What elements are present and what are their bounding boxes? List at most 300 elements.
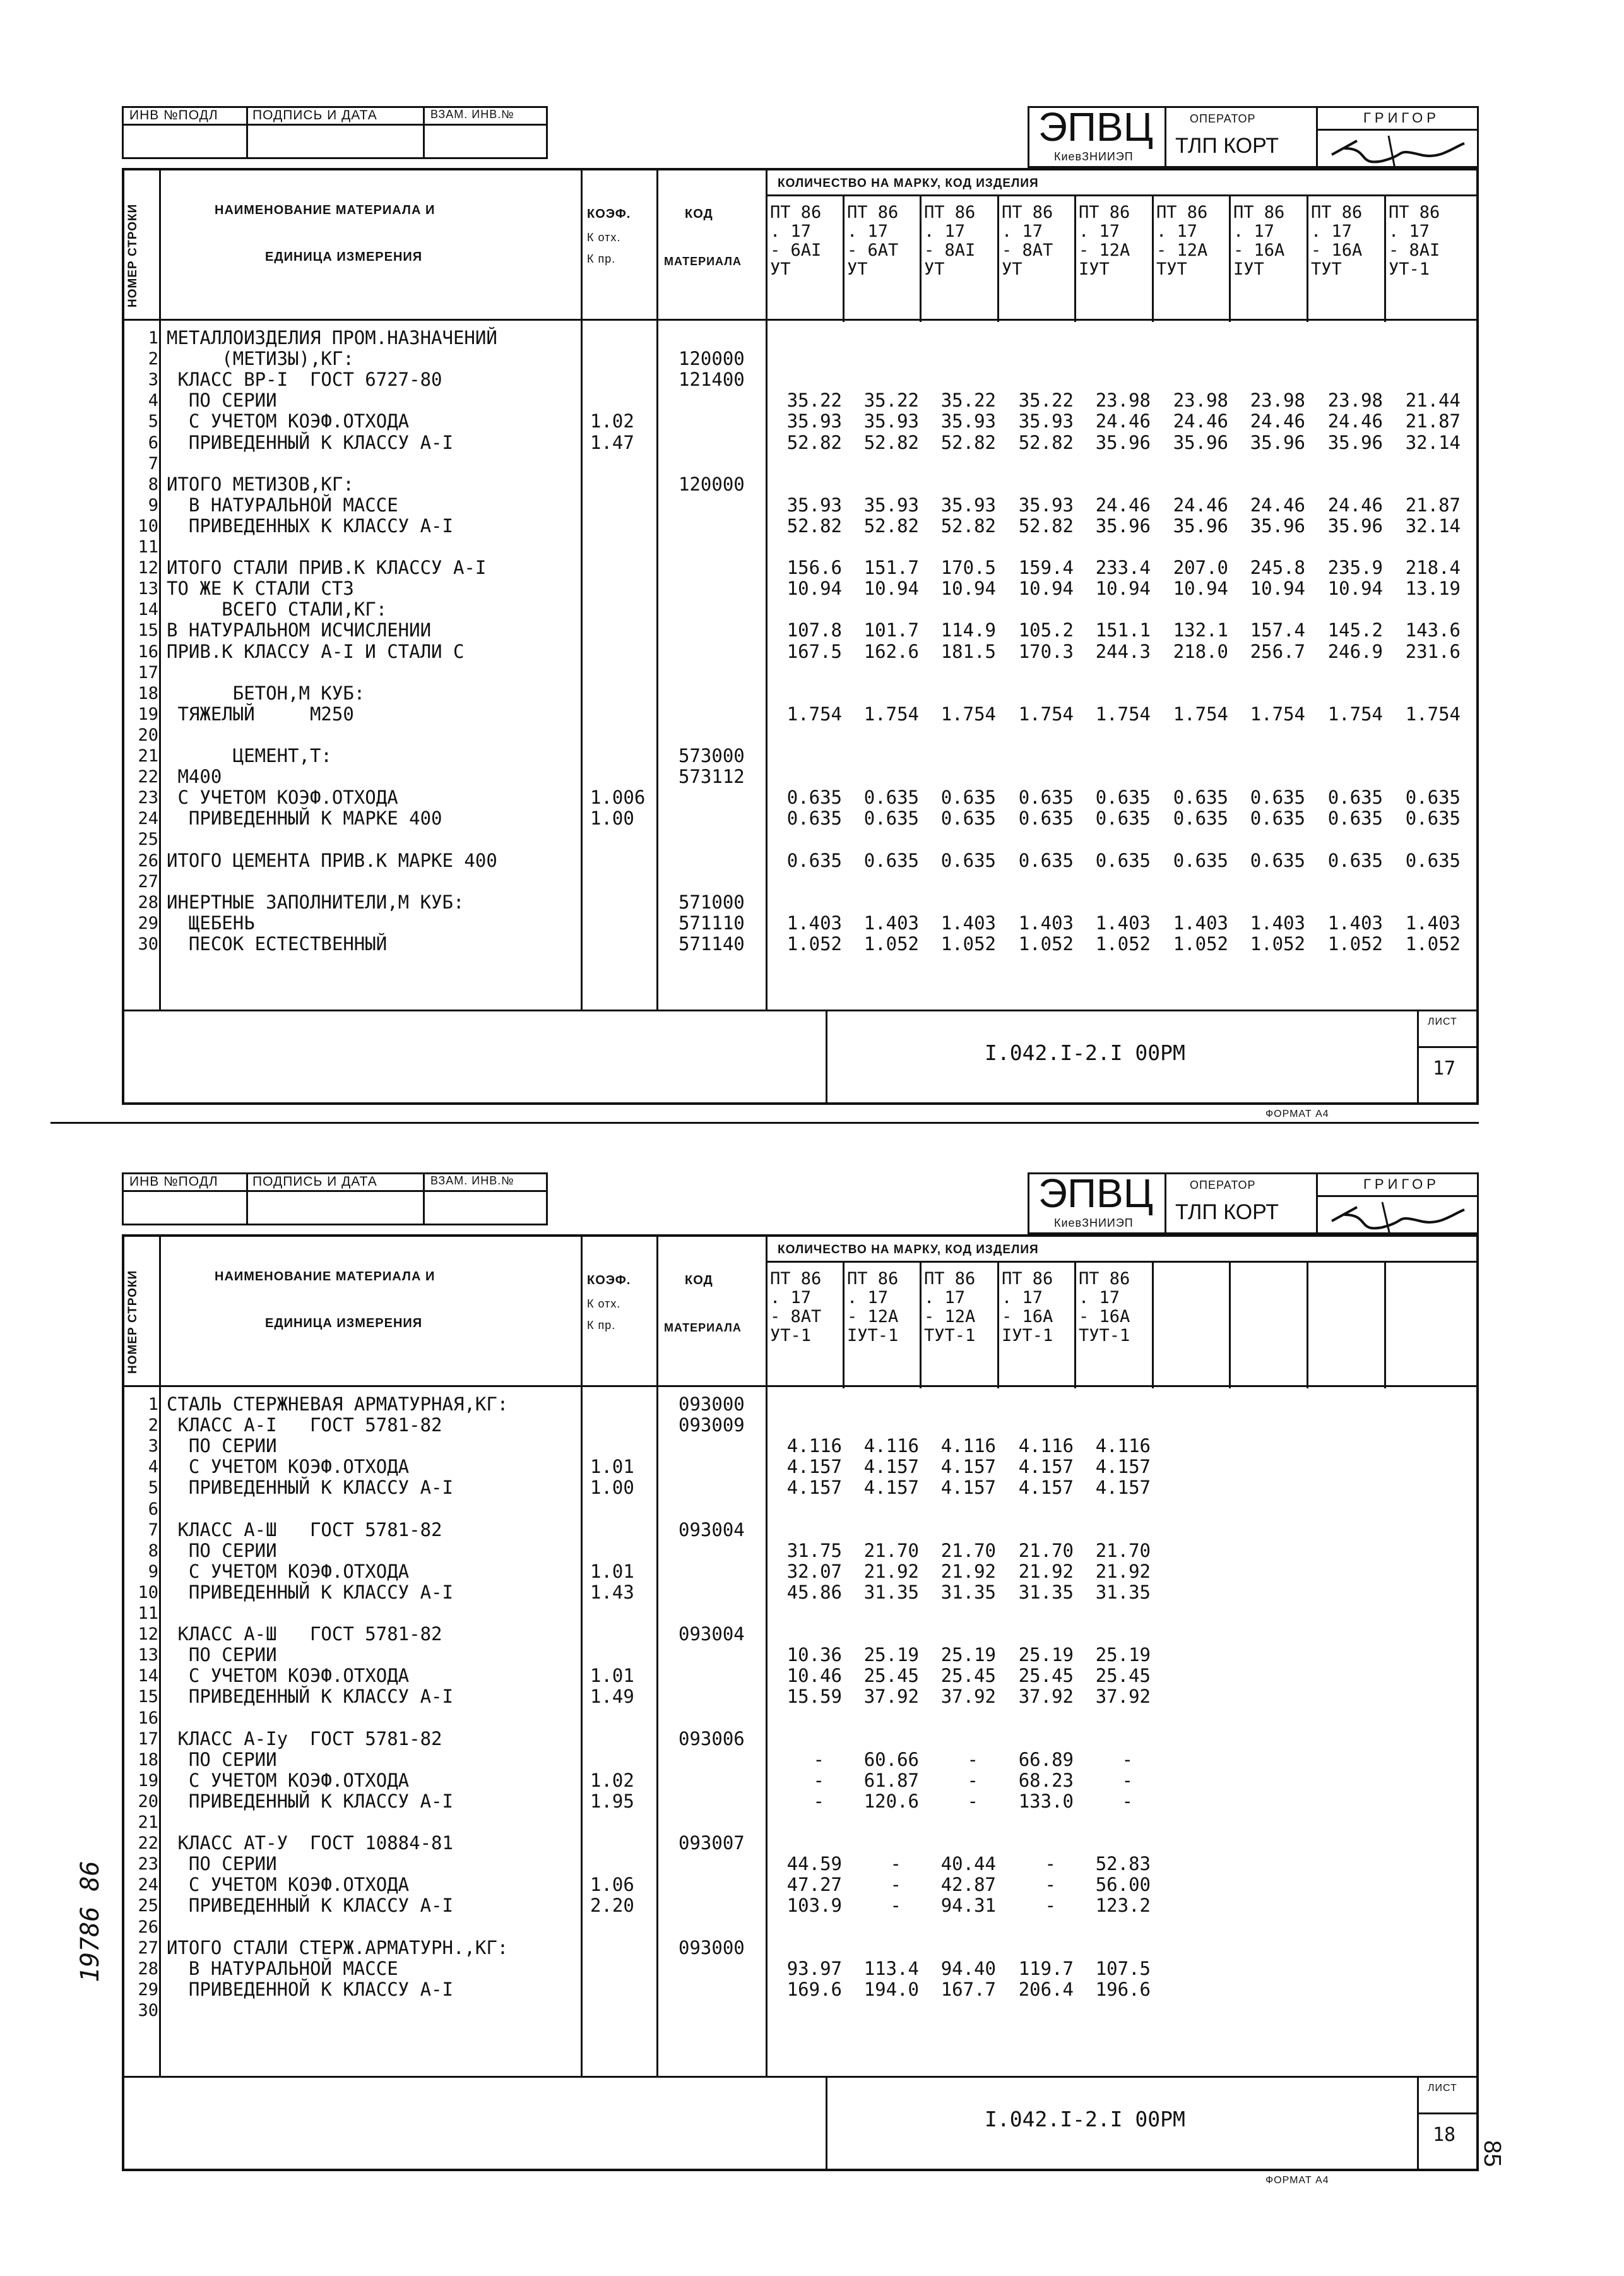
product-column-header: УТ-1: [1389, 259, 1430, 279]
quantity-cell: 1.754: [1173, 703, 1228, 725]
quantity-cell: 52.82: [940, 431, 996, 453]
material-name: С УЧЕТОМ КОЭФ.ОТХОДА: [167, 1665, 410, 1687]
quantity-cell: 10.94: [786, 578, 842, 600]
quantity-cell: 21.92: [1095, 1560, 1151, 1582]
document-code: I.042.I-2.I 00РМ: [985, 1040, 1185, 1065]
product-column-header: . 17: [924, 222, 966, 241]
quantity-cell: 0.635: [786, 849, 842, 871]
quantity-cell: 1.403: [1018, 912, 1074, 934]
quantity-cell: 0.635: [1327, 849, 1383, 871]
product-column-header: ПТ 86: [1002, 1269, 1053, 1289]
quantity-cell: 21.92: [1018, 1560, 1074, 1582]
quantity-cell: 10.94: [1327, 578, 1383, 600]
material-name: КЛАСС ВР-I ГОСТ 6727-80: [167, 369, 442, 391]
product-column-header: УТ: [847, 259, 868, 279]
quantity-cell: 40.44: [940, 1853, 996, 1875]
sheet-label-2: ЛИСТ: [1428, 2083, 1457, 2094]
quantity-cell: 32.14: [1405, 515, 1461, 537]
product-column-header: ТУТ-1: [924, 1326, 976, 1345]
quantity-cell: 52.82: [786, 515, 842, 537]
material-code: 093007: [679, 1832, 745, 1854]
quantity-cell: 23.98: [1173, 390, 1228, 412]
row-number: 27: [138, 871, 158, 891]
quantity-cell: 35.96: [1095, 515, 1151, 537]
row-number: 12: [138, 1624, 158, 1645]
quantity-cell: 93.97: [786, 1957, 842, 1979]
quantity-cell: 0.635: [1405, 849, 1461, 871]
product-column-header: ПТ 86: [1079, 1269, 1130, 1289]
quantity-cell: 56.00: [1095, 1874, 1151, 1896]
quantity-cell: -: [967, 1769, 978, 1791]
quantity-cell: 218.4: [1405, 557, 1461, 579]
quantity-cell: 21.87: [1405, 410, 1461, 432]
quantity-cell: 1.052: [1095, 932, 1151, 955]
quantity-cell: 1.052: [786, 932, 842, 955]
quantity-cell: -: [890, 1853, 901, 1875]
material-code: 093000: [679, 1393, 745, 1415]
row-number: 4: [148, 1457, 158, 1477]
code-header-2: КОД: [685, 1273, 713, 1287]
quantity-cell: 45.86: [786, 1581, 842, 1603]
quantity-header: КОЛИЧЕСТВО НА МАРКУ, КОД ИЗДЕЛИЯ: [778, 177, 1039, 190]
quantity-cell: 145.2: [1327, 619, 1383, 641]
material-name: ПРИВЕДЕННЫЙ К КЛАССУ А-I: [167, 1686, 453, 1708]
quantity-cell: 52.82: [1018, 515, 1074, 537]
material-name: ПО СЕРИИ: [167, 1435, 277, 1457]
quantity-cell: -: [813, 1769, 824, 1791]
product-column-header: ПТ 86: [847, 1269, 899, 1289]
quantity-cell: 0.635: [786, 807, 842, 830]
operator-label-2: ОПЕРАТОР: [1190, 1179, 1256, 1191]
row-number: 26: [138, 1917, 158, 1937]
quantity-cell: 245.8: [1250, 557, 1305, 579]
product-column-header: IУТ-1: [1002, 1326, 1053, 1345]
product-column-header: ПТ 86: [847, 203, 899, 222]
quantity-cell: 218.0: [1173, 640, 1228, 662]
quantity-cell: 1.052: [1173, 932, 1228, 955]
quantity-cell: 37.92: [863, 1686, 919, 1708]
coefficient: 1.02: [590, 410, 634, 432]
product-column-header: - 16А: [1079, 1307, 1130, 1326]
product-column-header: ПТ 86: [1233, 203, 1285, 222]
product-column-header: . 17: [1233, 222, 1275, 241]
product-column-header: УТ: [1002, 259, 1022, 279]
unit-header-2: ЕДИНИЦА ИЗМЕРЕНИЯ: [265, 1316, 423, 1330]
quantity-cell: 132.1: [1173, 619, 1228, 641]
quantity-cell: 0.635: [1095, 849, 1151, 871]
quantity-cell: 24.46: [1250, 410, 1305, 432]
material-name: В НАТУРАЛЬНОЙ МАССЕ: [167, 1957, 398, 1979]
quantity-cell: 246.9: [1327, 640, 1383, 662]
quantity-cell: 151.1: [1095, 619, 1151, 641]
product-column-header: - 12А: [1156, 241, 1208, 260]
material-name: ПРИВЕДЕННОЙ К КЛАССУ А-I: [167, 1978, 453, 2000]
quantity-cell: -: [967, 1748, 978, 1770]
quantity-cell: 25.45: [1018, 1665, 1074, 1687]
row-number-header: НОМЕР СТРОКИ: [126, 203, 139, 307]
quantity-cell: 0.635: [1173, 807, 1228, 830]
sheet-number: 17: [1433, 1058, 1456, 1080]
quantity-cell: 4.116: [863, 1435, 919, 1457]
quantity-cell: 0.635: [1250, 849, 1305, 871]
quantity-cell: 1.052: [1405, 932, 1461, 955]
quantity-cell: -: [813, 1748, 824, 1770]
product-column-header: . 17: [924, 1288, 966, 1308]
material-name: С УЧЕТОМ КОЭФ.ОТХОДА: [167, 1456, 410, 1478]
quantity-cell: 107.8: [786, 619, 842, 641]
quantity-cell: 0.635: [1173, 849, 1228, 871]
row-number: 21: [138, 1813, 158, 1832]
quantity-cell: 4.157: [1018, 1477, 1074, 1499]
quantity-cell: 1.403: [786, 912, 842, 934]
quantity-cell: 37.92: [1095, 1686, 1151, 1708]
quantity-cell: 32.07: [786, 1560, 842, 1582]
quantity-cell: -: [1122, 1769, 1133, 1791]
quantity-cell: 10.46: [786, 1665, 842, 1687]
quantity-cell: 105.2: [1018, 619, 1074, 641]
row-number: 7: [148, 1520, 158, 1540]
signature-2: [1319, 1196, 1477, 1240]
material-name: ПРИВЕДЕННЫЙ К КЛАССУ А-I: [167, 1790, 453, 1812]
quantity-cell: 157.4: [1250, 619, 1305, 641]
quantity-cell: 1.754: [1018, 703, 1074, 725]
quantity-cell: 31.35: [1095, 1581, 1151, 1603]
material-code: 093004: [679, 1518, 745, 1540]
quantity-cell: 1.403: [1405, 912, 1461, 934]
quantity-cell: 25.45: [1095, 1665, 1151, 1687]
row-number: 16: [138, 641, 158, 662]
row-number: 8: [148, 474, 158, 494]
quantity-cell: 1.754: [863, 703, 919, 725]
quantity-cell: 24.46: [1327, 410, 1383, 432]
row-number: 10: [138, 516, 158, 536]
product-column-header: - 16А: [1002, 1307, 1053, 1326]
material-name: ЩЕБЕНЬ: [167, 912, 255, 934]
material-code-header-2: МАТЕРИАЛА: [664, 1321, 742, 1334]
material-name: ПЕСОК ЕСТЕСТВЕННЫЙ: [167, 932, 388, 955]
material-name: ПО СЕРИИ: [167, 1539, 277, 1561]
quantity-cell: 231.6: [1405, 640, 1461, 662]
material-code: 571140: [679, 932, 745, 955]
quantity-cell: 31.75: [786, 1539, 842, 1561]
row-number: 15: [138, 621, 158, 641]
quantity-cell: 101.7: [863, 619, 919, 641]
quantity-cell: 0.635: [1327, 807, 1383, 830]
quantity-cell: -: [813, 1790, 824, 1812]
material-name-header: НАИМЕНОВАНИЕ МАТЕРИАЛА И: [215, 203, 436, 217]
quantity-cell: 10.94: [1173, 578, 1228, 600]
product-column-header: . 17: [1156, 222, 1198, 241]
quantity-cell: 10.94: [863, 578, 919, 600]
material-name: С УЧЕТОМ КОЭФ.ОТХОДА: [167, 1874, 410, 1896]
quantity-cell: 0.635: [1018, 787, 1074, 809]
material-name: МЕТАЛЛОИЗДЕЛИЯ ПРОМ.НАЗНАЧЕНИЙ: [167, 327, 497, 349]
quantity-cell: 10.94: [1095, 578, 1151, 600]
material-name: КЛАСС АТ-У ГОСТ 10884-81: [167, 1832, 453, 1854]
quantity-cell: 1.403: [1173, 912, 1228, 934]
sheet-label: ЛИСТ: [1428, 1016, 1457, 1027]
quantity-cell: 52.83: [1095, 1853, 1151, 1875]
material-name: ПРИВ.К КЛАССУ А-I И СТАЛИ С: [167, 640, 465, 662]
product-column-header: ПТ 86: [1002, 203, 1053, 222]
quantity-cell: 1.754: [1095, 703, 1151, 725]
product-column-header: - 8АТ: [1002, 241, 1053, 260]
product-column-header: - 6АТ: [847, 241, 899, 260]
material-name: ПРИВЕДЕННЫЙ К КЛАССУ А-I: [167, 1895, 453, 1917]
quantity-cell: 21.92: [863, 1560, 919, 1582]
quantity-cell: 35.22: [863, 390, 919, 412]
quantity-cell: 0.635: [940, 807, 996, 830]
quantity-cell: 42.87: [940, 1874, 996, 1896]
org-logo-text-2: ЭПВЦ: [1038, 1171, 1154, 1216]
quantity-cell: 10.94: [1250, 578, 1305, 600]
quantity-cell: 25.19: [940, 1644, 996, 1666]
quantity-cell: 25.19: [1095, 1644, 1151, 1666]
quantity-cell: -: [1045, 1853, 1056, 1875]
coef-waste-header: К отх.: [587, 231, 621, 244]
quantity-cell: 35.22: [940, 390, 996, 412]
quantity-cell: 0.635: [1405, 807, 1461, 830]
quantity-cell: 1.403: [1250, 912, 1305, 934]
quantity-cell: 1.403: [1095, 912, 1151, 934]
quantity-cell: 4.157: [1018, 1456, 1074, 1478]
quantity-cell: 52.82: [786, 431, 842, 453]
quantity-cell: 35.93: [940, 410, 996, 432]
material-name: ИТОГО СТАЛИ ПРИВ.К КЛАССУ А-I: [167, 557, 487, 579]
quantity-cell: 21.70: [940, 1539, 996, 1561]
quantity-cell: 23.98: [1250, 390, 1305, 412]
quantity-cell: -: [890, 1895, 901, 1917]
material-code: 573000: [679, 745, 745, 766]
operator-label: ОПЕРАТОР: [1190, 112, 1256, 125]
product-column-header: IУТ-1: [847, 1326, 899, 1345]
quantity-cell: 31.35: [940, 1581, 996, 1603]
quantity-cell: 52.82: [1018, 431, 1074, 453]
quantity-cell: 0.635: [1018, 807, 1074, 830]
quantity-cell: 24.46: [1327, 494, 1383, 516]
row-number: 22: [138, 767, 158, 787]
row-number: 2: [148, 1415, 158, 1436]
material-name: ВСЕГО СТАЛИ,КГ:: [167, 599, 388, 621]
quantity-cell: 13.19: [1405, 578, 1461, 600]
coefficient: 1.00: [590, 1477, 634, 1499]
product-column-header: - 12А: [847, 1307, 899, 1326]
material-name: ИТОГО МЕТИЗОВ,КГ:: [167, 473, 354, 495]
quantity-cell: 4.116: [1095, 1435, 1151, 1457]
quantity-cell: 24.46: [1250, 494, 1305, 516]
material-name: ТО ЖЕ К СТАЛИ СТ3: [167, 578, 354, 600]
coef-reduced-header-2: К пр.: [587, 1319, 616, 1332]
material-name: С УЧЕТОМ КОЭФ.ОТХОДА: [167, 1769, 410, 1791]
material-name: В НАТУРАЛЬНОЙ МАССЕ: [167, 494, 398, 516]
quantity-cell: 35.93: [863, 494, 919, 516]
quantity-cell: 4.157: [940, 1456, 996, 1478]
quantity-cell: 1.052: [1250, 932, 1305, 955]
quantity-cell: -: [1122, 1790, 1133, 1812]
quantity-cell: 47.27: [786, 1874, 842, 1896]
quantity-cell: 35.22: [1018, 390, 1074, 412]
quantity-cell: 207.0: [1173, 557, 1228, 579]
quantity-cell: 4.157: [863, 1456, 919, 1478]
coefficient: 1.49: [590, 1686, 634, 1708]
row-number: 22: [138, 1833, 158, 1854]
product-column-header: ПТ 86: [924, 203, 976, 222]
quantity-cell: 113.4: [863, 1957, 919, 1979]
quantity-cell: 0.635: [1250, 787, 1305, 809]
quantity-cell: 25.19: [863, 1644, 919, 1666]
product-column-header: ПТ 86: [770, 1269, 822, 1289]
quantity-cell: 21.70: [863, 1539, 919, 1561]
quantity-cell: 35.96: [1250, 515, 1305, 537]
coefficient: 1.02: [590, 1769, 634, 1791]
quantity-cell: 1.403: [1327, 912, 1383, 934]
person-name: ГРИГОР: [1363, 110, 1440, 126]
quantity-cell: 21.70: [1095, 1539, 1151, 1561]
material-code: 093000: [679, 1936, 745, 1958]
quantity-cell: 0.635: [940, 787, 996, 809]
material-name: ПРИВЕДЕННЫЙ К КЛАССУ А-I: [167, 431, 453, 453]
quantity-cell: 4.157: [786, 1477, 842, 1499]
quantity-cell: 159.4: [1018, 557, 1074, 579]
product-column-header: - 16А: [1233, 241, 1285, 260]
material-code: 093006: [679, 1727, 745, 1749]
signature-date-label: ПОДПИСЬ И ДАТА: [252, 108, 377, 122]
product-column-header: . 17: [770, 222, 812, 241]
material-name: КЛАСС А-Ш ГОСТ 5781-82: [167, 1623, 442, 1645]
material-name: ПО СЕРИИ: [167, 390, 277, 412]
coefficient: 1.43: [590, 1581, 634, 1603]
handwritten-note: 19786 86: [76, 1861, 105, 1982]
code-header: КОД: [685, 207, 713, 221]
signature-1: [1319, 129, 1477, 174]
quantity-cell: 35.93: [940, 494, 996, 516]
quantity-cell: 61.87: [863, 1769, 919, 1791]
quantity-cell: 10.94: [1018, 578, 1074, 600]
vzam-inv-label: ВЗАМ. ИНВ.№: [430, 108, 514, 121]
quantity-cell: 52.82: [940, 515, 996, 537]
row-number: 13: [138, 1645, 158, 1665]
row-number: 11: [138, 1604, 158, 1623]
quantity-cell: 35.93: [1018, 494, 1074, 516]
quantity-cell: 25.45: [940, 1665, 996, 1687]
quantity-cell: 0.635: [940, 849, 996, 871]
quantity-cell: 1.052: [940, 932, 996, 955]
quantity-cell: 31.35: [1018, 1581, 1074, 1603]
quantity-cell: 119.7: [1018, 1957, 1074, 1979]
row-number: 2: [148, 349, 158, 369]
page-number: 85: [1479, 2140, 1505, 2167]
row-number: 17: [138, 662, 158, 682]
org-subtitle-2: КиевЗНИИЭП: [1054, 1217, 1134, 1229]
quantity-cell: 0.635: [863, 787, 919, 809]
quantity-cell: 35.93: [786, 494, 842, 516]
product-column-header: . 17: [1002, 1288, 1043, 1308]
row-number: 11: [138, 537, 158, 557]
quantity-cell: 68.23: [1018, 1769, 1074, 1791]
quantity-cell: 24.46: [1173, 494, 1228, 516]
quantity-cell: 123.2: [1095, 1895, 1151, 1917]
material-name: ПРИВЕДЕННЫЙ К КЛАССУ А-I: [167, 1581, 453, 1603]
row-number: 13: [138, 579, 158, 599]
quantity-header-2: КОЛИЧЕСТВО НА МАРКУ, КОД ИЗДЕЛИЯ: [778, 1243, 1039, 1256]
quantity-cell: 4.116: [786, 1435, 842, 1457]
quantity-cell: 162.6: [863, 640, 919, 662]
coefficient: 1.01: [590, 1665, 634, 1687]
quantity-cell: 52.82: [863, 431, 919, 453]
product-column-header: . 17: [847, 1288, 889, 1308]
product-column-header: УТ-1: [770, 1326, 812, 1345]
quantity-cell: 4.157: [940, 1477, 996, 1499]
material-name: ИНЕРТНЫЕ ЗАПОЛНИТЕЛИ,М КУБ:: [167, 891, 465, 913]
material-name: (МЕТИЗЫ),КГ:: [167, 348, 354, 370]
quantity-cell: 25.19: [1018, 1644, 1074, 1666]
quantity-cell: 194.0: [863, 1978, 919, 2000]
row-number: 30: [138, 2000, 158, 2020]
product-column-header: - 6АI: [770, 241, 822, 260]
coefficient: 1.01: [590, 1456, 634, 1478]
quantity-cell: 233.4: [1095, 557, 1151, 579]
material-name: ТЯЖЕЛЫЙ М250: [167, 703, 354, 725]
row-number: 7: [148, 453, 158, 474]
material-name: В НАТУРАЛЬНОМ ИСЧИСЛЕНИИ: [167, 619, 432, 641]
quantity-cell: 143.6: [1405, 619, 1461, 641]
page-separator: [50, 1122, 1479, 1124]
material-name: КЛАСС А-Iу ГОСТ 5781-82: [167, 1727, 442, 1749]
material-name-header-2: НАИМЕНОВАНИЕ МАТЕРИАЛА И: [215, 1270, 436, 1284]
row-number: 8: [148, 1540, 158, 1561]
product-column-header: ТУТ: [1311, 259, 1342, 279]
material-code: 093009: [679, 1414, 745, 1436]
quantity-cell: 94.31: [940, 1895, 996, 1917]
coef-waste-header-2: К отх.: [587, 1297, 621, 1310]
row-number-header-2: НОМЕР СТРОКИ: [126, 1270, 139, 1374]
row-number: 23: [138, 1854, 158, 1874]
product-column-header: - 12А: [1079, 241, 1130, 260]
quantity-cell: 21.70: [1018, 1539, 1074, 1561]
row-number: 5: [148, 412, 158, 432]
quantity-cell: -: [1122, 1748, 1133, 1770]
material-name: ПО СЕРИИ: [167, 1853, 277, 1875]
document-code-2: I.042.I-2.I 00РМ: [985, 2107, 1185, 2131]
quantity-cell: 21.87: [1405, 494, 1461, 516]
row-number: 4: [148, 391, 158, 411]
quantity-cell: 1.754: [940, 703, 996, 725]
quantity-cell: 1.052: [863, 932, 919, 955]
format-label: ФОРМАТ А4: [1265, 1109, 1329, 1119]
quantity-cell: 4.116: [940, 1435, 996, 1457]
row-number: 24: [138, 809, 158, 829]
row-number: 1: [148, 328, 158, 348]
quantity-cell: 35.93: [1018, 410, 1074, 432]
quantity-cell: 94.40: [940, 1957, 996, 1979]
material-name: ИТОГО ЦЕМЕНТА ПРИВ.К МАРКЕ 400: [167, 849, 497, 871]
signature-date-label-2: ПОДПИСЬ И ДАТА: [252, 1174, 377, 1189]
product-column-header: - 8АТ: [770, 1307, 822, 1326]
quantity-cell: 35.96: [1095, 431, 1151, 453]
row-number: 23: [138, 788, 158, 808]
row-number: 9: [148, 1561, 158, 1582]
row-number: 9: [148, 495, 158, 515]
material-name: ИТОГО СТАЛИ СТЕРЖ.АРМАТУРН.,КГ:: [167, 1936, 509, 1958]
product-column-header: IУТ: [1079, 259, 1110, 279]
quantity-cell: 52.82: [863, 515, 919, 537]
material-name: ПО СЕРИИ: [167, 1644, 277, 1666]
material-code: 120000: [679, 473, 745, 495]
quantity-cell: 170.3: [1018, 640, 1074, 662]
quantity-cell: 37.92: [940, 1686, 996, 1708]
coef-reduced-header: К пр.: [587, 253, 616, 265]
product-column-header: УТ: [924, 259, 945, 279]
